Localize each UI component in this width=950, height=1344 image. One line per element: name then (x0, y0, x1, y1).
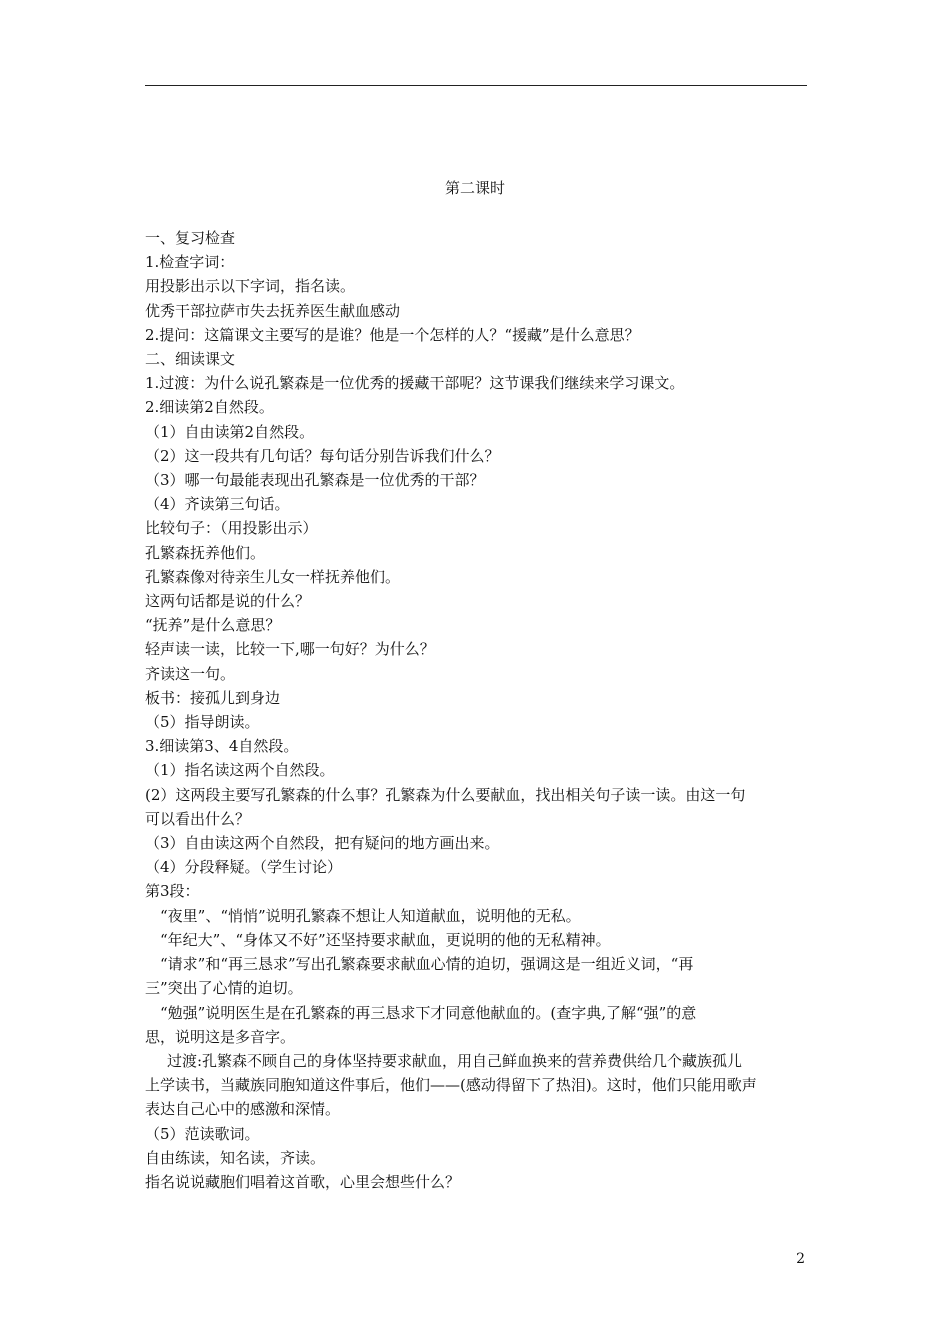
body-line: 可以看出什么？ (145, 809, 251, 828)
document-body (145, 226, 807, 1194)
body-line: 过渡:孔繁森不顾自己的身体坚持要求献血，用自己鲜血换来的营养费供给几个藏族孤儿 (167, 1051, 743, 1070)
body-line: 板书：接孤儿到身边 (145, 688, 281, 707)
body-line: 这两句话都是说的什么？ (145, 592, 311, 611)
body-line: “请求”和“再三恳求”写出孔繁森要求献血心情的迫切，强调这是一组近义词，“再 (160, 955, 694, 974)
body-line: 上学读书，当藏族同胞知道这件事后，他们——(感动得留下了热泪)。这时，他们只能用歌声 (145, 1076, 757, 1095)
body-line: 3.细读第3、4自然段。 (145, 737, 299, 756)
body-line: （3）自由读这两个自然段，把有疑问的地方画出来。 (145, 834, 500, 853)
body-line: 优秀干部拉萨市失去抚养医生献血感动 (145, 301, 401, 320)
body-line: 一、复习检查 (145, 229, 236, 247)
body-line: 1.检查字词： (145, 253, 235, 272)
body-line: “抚养”是什么意思？ (145, 616, 281, 635)
page-title: 第二课时 (444, 179, 505, 197)
body-line: 1.过渡：为什么说孔繁森是一位优秀的援藏干部呢？这节课我们继续来学习课文。 (145, 374, 685, 393)
page-number: 2 (796, 1251, 805, 1267)
body-line: （3）哪一句最能表现出孔繁森是一位优秀的干部？ (145, 471, 485, 490)
body-line: 指名说说藏胞们唱着这首歌，心里会想些什么？ (145, 1172, 461, 1191)
body-line: （5）指导朗读。 (145, 713, 260, 732)
body-line: 三”突出了心情的迫切。 (145, 979, 303, 998)
body-line: 轻声读一读，比较一下,哪一句好？为什么？ (145, 640, 435, 659)
body-line: 齐读这一句。 (145, 664, 236, 683)
body-line: 孔繁森抚养他们。 (145, 543, 266, 562)
body-line: 用投影出示以下字词，指名读。 (145, 277, 356, 296)
body-line: （4）分段释疑。（学生讨论） (145, 858, 343, 877)
body-line: 2.细读第2自然段。 (145, 398, 274, 417)
body-line: 2.提问：这篇课文主要写的是谁？他是一个怎样的人？“援藏”是什么意思？ (145, 325, 640, 344)
header-rule (145, 85, 807, 86)
body-line: 孔繁森像对待亲生儿女一样抚养他们。 (145, 567, 401, 586)
body-line: (2）这两段主要写孔繁森的什么事？孔繁森为什么要献血，找出相关句子读一读。由这一句 (145, 785, 746, 804)
body-line: 比较句子：（用投影出示） (145, 519, 318, 538)
body-line: （5）范读歌词。 (145, 1124, 260, 1143)
body-line: 表达自己心中的感激和深情。 (145, 1100, 341, 1119)
body-line: （1）自由读第2自然段。 (145, 422, 315, 441)
body-line: 思，说明这是多音字。 (145, 1027, 296, 1046)
body-line: 自由练读，知名读，齐读。 (145, 1148, 326, 1167)
body-line: （2）这一段共有几句话？每句话分别告诉我们什么？ (145, 446, 500, 465)
body-line: （4）齐读第三句话。 (145, 495, 290, 514)
body-line: “勉强”说明医生是在孔繁森的再三恳求下才同意他献血的。(查字典,了解“强”的意 (160, 1003, 697, 1022)
body-line: 二、细读课文 (145, 350, 236, 369)
body-line: （1）指名读这两个自然段。 (145, 761, 335, 780)
body-line: “夜里”、“悄悄”说明孔繁森不想让人知道献血，说明他的无私。 (160, 906, 581, 925)
body-line: “年纪大”、“身体又不好”还坚持要求献血，更说明的他的无私精神。 (160, 930, 611, 949)
body-line: 第3段： (145, 882, 200, 901)
